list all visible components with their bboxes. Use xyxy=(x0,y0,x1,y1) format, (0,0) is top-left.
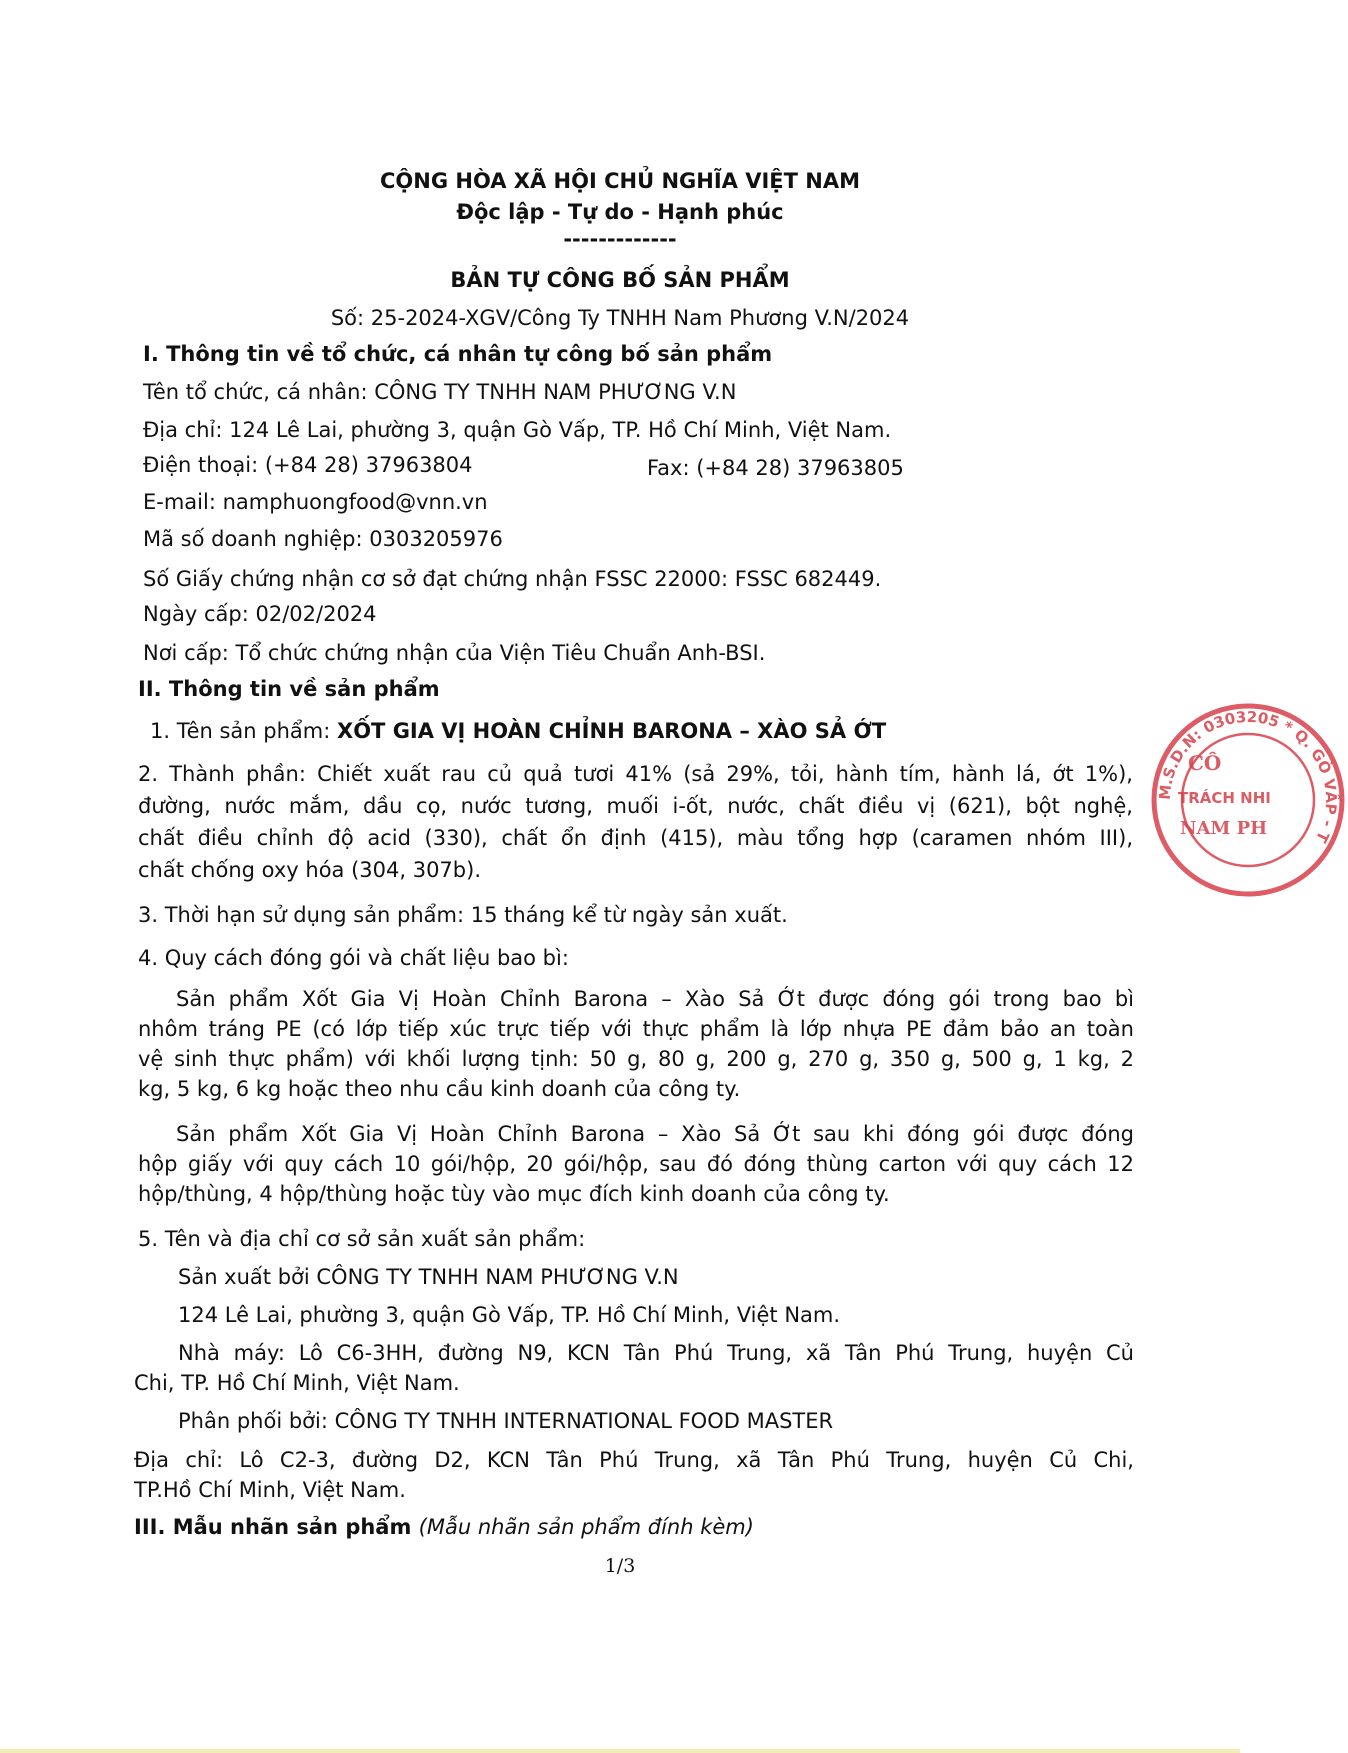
ingredients-line-3: chất điều chỉnh độ acid (330), chất ổn định (415), màu tổng hợp (caramen nhóm III), xyxy=(138,826,1133,850)
packaging-p2-line-1: Sản phẩm Xốt Gia Vị Hoàn Chỉnh Barona – Xào Sả Ớt sau khi đóng gói được đóng xyxy=(176,1122,1134,1146)
document-title: BẢN TỰ CÔNG BỐ SẢN PHẨM xyxy=(450,268,790,292)
org-address: Địa chỉ: 124 Lê Lai, phường 3, quận Gò Vấp, TP. Hồ Chí Minh, Việt Nam. xyxy=(143,418,892,442)
document-number: Số: 25-2024-XGV/Công Ty TNHH Nam Phương V.N/2024 xyxy=(330,306,910,330)
section-2-heading: II. Thông tin về sản phẩm xyxy=(138,677,440,701)
factory-line-2: Chi, TP. Hồ Chí Minh, Việt Nam. xyxy=(134,1371,460,1395)
section-3-note: (Mẫu nhãn sản phẩm đính kèm) xyxy=(418,1515,754,1539)
ingredients-line-2: đường, nước mắm, dầu cọ, nước tương, muối i-ốt, nước, chất điều vị (621), bột nghệ, xyxy=(138,794,1133,818)
distributor-address-line-2: TP.Hồ Chí Minh, Việt Nam. xyxy=(134,1478,406,1502)
distributor-address-line-1: Địa chỉ: Lô C2-3, đường D2, KCN Tân Phú Trung, xã Tân Phú Trung, huyện Củ Chi, xyxy=(134,1448,1134,1472)
ingredients-line-1: 2. Thành phần: Chiết xuất rau củ quả tươi 41% (sả 29%, tỏi, hành tím, hành lá, ớt 1%), xyxy=(138,762,1133,786)
factory-line-1: Nhà máy: Lô C6-3HH, đường N9, KCN Tân Phú Trung, xã Tân Phú Trung, huyện Củ xyxy=(178,1341,1134,1365)
org-email: E-mail: namphuongfood@vnn.vn xyxy=(143,490,488,514)
ingredients-line-4: chất chống oxy hóa (304, 307b). xyxy=(138,858,481,882)
seal-line-1: CÔ xyxy=(1188,751,1222,775)
section-3 xyxy=(134,1514,754,1540)
product-name-line xyxy=(150,718,886,744)
seal-line-2: TRÁCH NHI xyxy=(1178,789,1271,807)
section-1-heading: I. Thông tin về tổ chức, cá nhân tự công bố sản phẩm xyxy=(143,342,773,366)
product-name-label: 1. Tên sản phẩm: xyxy=(150,719,338,743)
shelf-life: 3. Thời hạn sử dụng sản phẩm: 15 tháng kể từ ngày sản xuất. xyxy=(138,903,788,927)
product-name: XỐT GIA VỊ HOÀN CHỈNH BARONA – XÀO SẢ ỚT xyxy=(337,719,887,743)
tax-code: Mã số doanh nghiệp: 0303205976 xyxy=(143,527,503,551)
header-divider: ------------- xyxy=(563,227,677,251)
packaging-p2-line-2: hộp giấy với quy cách 10 gói/hộp, 20 gói/hộp, sau đó đóng thùng carton với quy cách 12 xyxy=(138,1152,1134,1176)
page-edge xyxy=(0,1749,1240,1753)
packaging-p1-line-4: kg, 5 kg, 6 kg hoặc theo nhu cầu kinh doanh của công ty. xyxy=(138,1077,741,1101)
org-fax: Fax: (+84 28) 37963805 xyxy=(647,456,904,480)
certificate-number: Số Giấy chứng nhận cơ sở đạt chứng nhận FSSC 22000: FSSC 682449. xyxy=(143,567,882,591)
org-phone: Điện thoại: (+84 28) 37963804 xyxy=(143,453,473,477)
seal-ring-text: M.S.D.N: 0303205 * Q. GÒ VẤP - T xyxy=(1155,707,1341,846)
org-name: Tên tổ chức, cá nhân: CÔNG TY TNHH NAM PHƯƠNG V.N xyxy=(143,380,737,404)
motto: Độc lập - Tự do - Hạnh phúc xyxy=(456,200,784,224)
distributor-name: Phân phối bởi: CÔNG TY TNHH INTERNATIONAL FOOD MASTER xyxy=(178,1409,834,1433)
issue-date: Ngày cấp: 02/02/2024 xyxy=(143,602,377,626)
manufacturer-heading: 5. Tên và địa chỉ cơ sở sản xuất sản phẩm: xyxy=(138,1227,586,1251)
page-number: 1/3 xyxy=(604,1555,636,1577)
packaging-heading: 4. Quy cách đóng gói và chất liệu bao bì: xyxy=(138,946,569,970)
company-seal xyxy=(1148,700,1348,900)
manufacturer-address: 124 Lê Lai, phường 3, quận Gò Vấp, TP. Hồ Chí Minh, Việt Nam. xyxy=(178,1303,841,1327)
packaging-p1-line-3: vệ sinh thực phẩm) với khối lượng tịnh: 50 g, 80 g, 200 g, 270 g, 350 g, 500 g, 1 kg, 2 xyxy=(138,1047,1134,1071)
packaging-p2-line-3: hộp/thùng, 4 hộp/thùng hoặc tùy vào mục đích kinh doanh của công ty. xyxy=(138,1182,890,1206)
section-3-heading: III. Mẫu nhãn sản phẩm xyxy=(134,1515,419,1539)
packaging-p1-line-2: nhôm tráng PE (có lớp tiếp xúc trực tiếp với thực phẩm là lớp nhựa PE đảm bảo an toàn xyxy=(138,1017,1134,1041)
nation-header: CỘNG HÒA XÃ HỘI CHỦ NGHĨA VIỆT NAM xyxy=(379,169,860,193)
manufacturer-name: Sản xuất bởi CÔNG TY TNHH NAM PHƯƠNG V.N xyxy=(178,1265,679,1289)
packaging-p1-line-1: Sản phẩm Xốt Gia Vị Hoàn Chỉnh Barona – Xào Sả Ớt được đóng gói trong bao bì xyxy=(176,987,1134,1011)
issuer: Nơi cấp: Tổ chức chứng nhận của Viện Tiêu Chuẩn Anh-BSI. xyxy=(143,641,766,665)
seal-line-3: NAM PH xyxy=(1180,818,1268,839)
